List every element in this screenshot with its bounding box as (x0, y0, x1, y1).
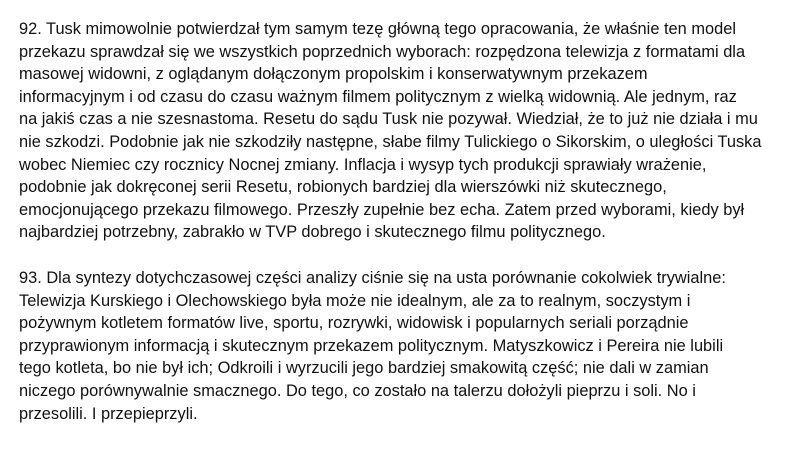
text-line: wobec Niemiec czy rocznicy Nocnej zmiany. Inflacja i wysyp tych produkcji sprawiały wrażenie, (19, 155, 707, 174)
text-line: najbardziej potrzebny, zabrakło w TVP dobrego i skutecznego filmu politycznego. (19, 223, 606, 242)
text-line: informacyjnym i od czasu do czasu ważnym filmem politycznym z wielką widownią. Ale jednym, raz (19, 87, 737, 106)
text-line: na jakiś czas a nie szesnastoma. Resetu do sądu Tusk nie pozywał. Wiedział, że to już nie działa i mu (19, 110, 758, 129)
paragraph-93 (19, 267, 775, 425)
paragraph-spacer (19, 244, 775, 267)
text-line: 92. Tusk mimowolnie potwierdzał tym samym tezę główną tego opracowania, że właśnie ten model (19, 20, 736, 38)
text-line: nie szkodzi. Podobnie jak nie szkodziły następne, słabe filmy Tulickiego o Sikorskim, o uległości Tuska (19, 132, 762, 151)
text-line: emocjonującego przekazu filmowego. Przeszły zupełnie bez echa. Zatem przed wyborami, kiedy był (19, 200, 745, 219)
paragraph-92 (19, 18, 775, 244)
text-line: niczego porównywalnie smacznego. Do tego, co zostało na talerzu dołożyli pieprzu i soli. No i (19, 381, 696, 400)
text-line: przesolili. I przepieprzyli. (19, 404, 198, 423)
text-line: Telewizja Kurskiego i Olechowskiego była może nie idealnym, ale za to realnym, soczystym i (19, 291, 691, 310)
text-line: tego kotleta, bo nie był ich; Odkroili i wyrzucili jego bardziej smakowitą część; nie dali w zamian (19, 359, 709, 378)
text-line: pożywnym kotletem formatów live, sportu, rozrywki, widowisk i popularnych seriali porządnie (19, 314, 689, 333)
text-line: przyprawionym informacją i skutecznym przekazem politycznym. Matyszkowicz i Pereira nie lubili (19, 336, 724, 355)
text-line: 93. Dla syntezy dotychczasowej części analizy ciśnie się na usta porównanie cokolwiek trywialne: (19, 268, 726, 287)
text-line: masowej widowni, z oglądanym dołączonym propolskim i konserwatywnym przekazem (19, 65, 648, 84)
text-line: przekazu sprawdzał się we wszystkich poprzednich wyborach: rozpędzona telewizja z formatami dla (19, 42, 746, 61)
text-line: podobnie jak dokręconej serii Resetu, robionych bardziej dla wierszówki niż skutecznego, (19, 178, 667, 197)
